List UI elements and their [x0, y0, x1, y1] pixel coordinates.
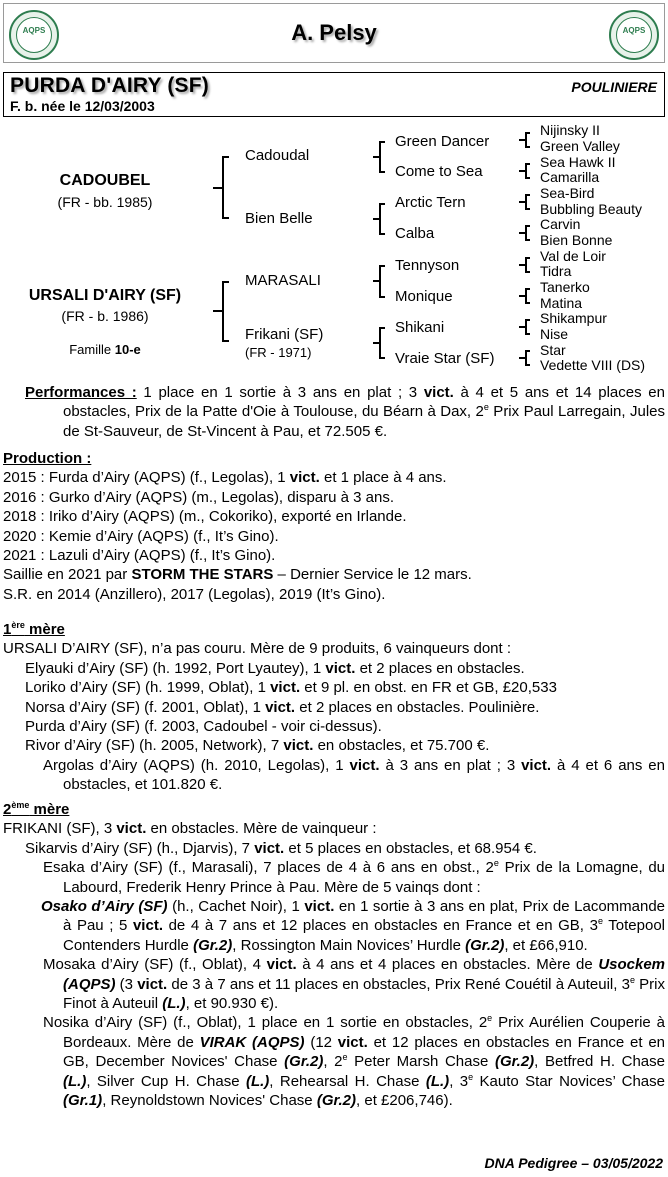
gggp: Carvin [540, 216, 581, 232]
grand-progeny-line: Osako d’Airy (SF) (h., Cachet Noir), 1 vict. en 1 sortie à 3 ans en plat, Prix de Lacommande à Pau ; 5 vict. de 4 à 7 ans et 12 places en obstacles en France et en GB, 3e Totepool Contenders Hurdle (Gr.2), Rossington Main Novices’ Hurdle (Gr.2), et £66,910. [41, 898, 666, 954]
gggp: Bubbling Beauty [540, 201, 642, 217]
progeny-line: Loriko d’Airy (SF) (h. 1999, Oblat), 1 vict. et 9 pl. en obst. en FR et GB, £20,533 [25, 679, 557, 697]
bracket [223, 282, 229, 341]
gggp: Vedette VIII (DS) [540, 357, 646, 373]
gggp: Sea Hawk II [540, 154, 616, 170]
ggp: Come to Sea [395, 163, 483, 180]
gggp: Green Valley [540, 138, 620, 154]
ggp: Vraie Star (SF) [395, 350, 495, 367]
first-dam-heading: 1ère mère [3, 620, 65, 638]
bracket [526, 195, 530, 209]
gggp: Val de Loir [540, 248, 606, 264]
bracket [526, 258, 530, 272]
progeny-line: Elyauki d’Airy (SF) (h. 1992, Port Lyautey), 1 vict. et 2 places en obstacles. [25, 659, 525, 677]
production-section [3, 449, 665, 604]
grandparent: MARASALI [245, 272, 321, 289]
second-dam-intro: FRIKANI (SF), 3 vict. en obstacles. Mère de vainqueur : [3, 820, 377, 838]
progeny-line: Rivor d’Airy (SF) (h. 2005, Network), 7 vict. en obstacles, et 75.700 €. [25, 737, 490, 755]
grandparent-info: (FR - 1971) [245, 345, 312, 360]
production-heading: Production : [3, 450, 92, 467]
progeny-line: Nosika d’Airy (SF) (f., Oblat), 1 place en 1 sortie en obstacles, 2e Prix Aurélien Couperie à Bordeaux. Mère de VIRAK (AQPS) (12 vict. et 12 places en obstacles en France et en GB, December Novices' Chase (Gr.2), 2e Peter Marsh Chase (Gr.2), Betfred H. Chase (L.), Silver Cup H. Chase (L.), Rehearsal H. Chase (L.), 3e Kauto Star Novices’ Chase (Gr.1), Reynoldstown Novices' Chase (Gr.2), et £206,746). [43, 1013, 666, 1110]
bracket [380, 266, 385, 297]
first-dam-intro: URSALI D’AIRY (SF), n’a pas couru. Mère de 9 produits, 6 vainqueurs dont : [3, 640, 512, 658]
bracket [380, 328, 385, 358]
production-line: 2018 : Iriko d’Airy (AQPS) (m., Cokoriko), exporté en Irlande. [3, 508, 407, 526]
gggp: Sea-Bird [540, 185, 595, 201]
horse-category: POULINIERE [571, 79, 657, 95]
gggp: Star [540, 342, 566, 358]
ggp: Green Dancer [395, 133, 490, 150]
sire-name: CADOUBEL [59, 172, 151, 189]
dam-info: (FR - b. 1986) [61, 308, 149, 324]
second-dam-section [3, 800, 665, 1111]
bracket [380, 142, 385, 172]
bracket [526, 289, 530, 303]
gggp: Shikampur [540, 310, 607, 326]
aqps-logo: AQPS [609, 10, 659, 60]
horse-name: PURDA D'AIRY (SF) [10, 74, 209, 97]
progeny-line: Sikarvis d’Airy (SF) (h., Djarvis), 7 vict. et 5 places en obstacles, et 68.954 €. [25, 839, 537, 857]
bracket [380, 204, 385, 234]
production-line: S.R. en 2014 (Anzillero), 2017 (Legolas), 2019 (It’s Gino). [3, 585, 386, 603]
gggp: Camarilla [540, 169, 600, 185]
performances-section [3, 383, 665, 441]
footer-credit: DNA Pedigree – 03/05/2022 [484, 1155, 663, 1171]
ggp: Arctic Tern [395, 194, 466, 211]
bracket [526, 164, 530, 178]
progeny-line: Argolas d’Airy (AQPS) (h. 2010, Legolas), 1 vict. à 3 ans en plat ; 3 vict. à 4 et 6 ans en obstacles, et 101.820 €. [43, 756, 665, 794]
progeny-line: Norsa d’Airy (SF) (f. 2001, Oblat), 1 vict. et 2 places en obstacles. Poulinière. [25, 698, 540, 716]
bracket [526, 133, 530, 147]
gggp: Nise [540, 326, 569, 342]
progeny-line: Mosaka d’Airy (SF) (f., Oblat), 4 vict. à 4 ans et 4 places en obstacles. Mère de Usockem (AQPS) (3 vict. de 3 à 7 ans et 11 places en obstacles, Prix René Couétil à Auteuil, 3e Prix Finot à Auteuil (L.), et 90.930 €). [43, 956, 666, 1013]
bracket [223, 157, 229, 218]
bracket [526, 226, 530, 240]
osako-name: Osako d’Airy (SF) [41, 898, 168, 916]
aqps-logo: AQPS [9, 10, 59, 60]
gggp: Bien Bonne [540, 232, 613, 248]
production-line: 2016 : Gurko d’Airy (AQPS) (m., Legolas), disparu à 3 ans. [3, 488, 395, 506]
ggp: Shikani [395, 319, 445, 336]
ggp: Monique [395, 288, 453, 305]
grandparent: Cadoudal [245, 147, 310, 164]
breeder-name: A. Pelsy [291, 20, 377, 45]
gggp: Tidra [540, 263, 572, 279]
sire-info: (FR - bb. 1985) [57, 194, 153, 210]
production-line: 2021 : Lazuli d’Airy (AQPS) (f., It’s Gino). [3, 547, 276, 565]
second-dam-heading: 2ème mère [3, 800, 70, 818]
grandparent: Bien Belle [245, 210, 313, 227]
ggp: Calba [395, 225, 435, 242]
production-line: 2015 : Furda d’Airy (AQPS) (f., Legolas), 1 vict. et 1 place à 4 ans. [3, 469, 447, 487]
horse-birth: F. b. née le 12/03/2003 [10, 98, 155, 114]
performances-text: Performances : 1 place en 1 sortie à 3 ans en plat ; 3 vict. à 4 et 5 ans et 14 places en obstacles, Prix de la Patte d'Oie à Toulouse, du Béarn à Dax, 2e Prix Paul Larregain, Jules de St-Sauveur, de St-Vincent à Pau, et 72.505 €. [25, 384, 665, 440]
first-dam-section [3, 620, 665, 795]
progeny-line: Purda d’Airy (SF) (f. 2003, Cadoubel - voir ci-dessus). [25, 718, 382, 736]
dam-name: URSALI D'AIRY (SF) [28, 287, 182, 304]
bracket [526, 320, 530, 334]
production-line: Saillie en 2021 par STORM THE STARS – Dernier Service le 12 mars. [3, 566, 472, 584]
ggp: Tennyson [395, 257, 460, 274]
gggp: Matina [540, 295, 583, 311]
production-line: 2020 : Kemie d’Airy (AQPS) (f., It’s Gino). [3, 527, 279, 545]
progeny-line: Esaka d’Airy (SF) (f., Marasali), 7 places de 4 à 6 ans en obst., 2e Prix de la Lomagne, du Labourd, Frederik Henry Prince à Pau. Mère de 5 vainqs dont : [43, 858, 666, 896]
bracket [526, 351, 530, 365]
famille: Famille 10-e [69, 342, 141, 357]
grandparent: Frikani (SF) [245, 326, 324, 343]
gggp: Tanerko [540, 279, 590, 295]
gggp: Nijinsky II [540, 122, 600, 138]
